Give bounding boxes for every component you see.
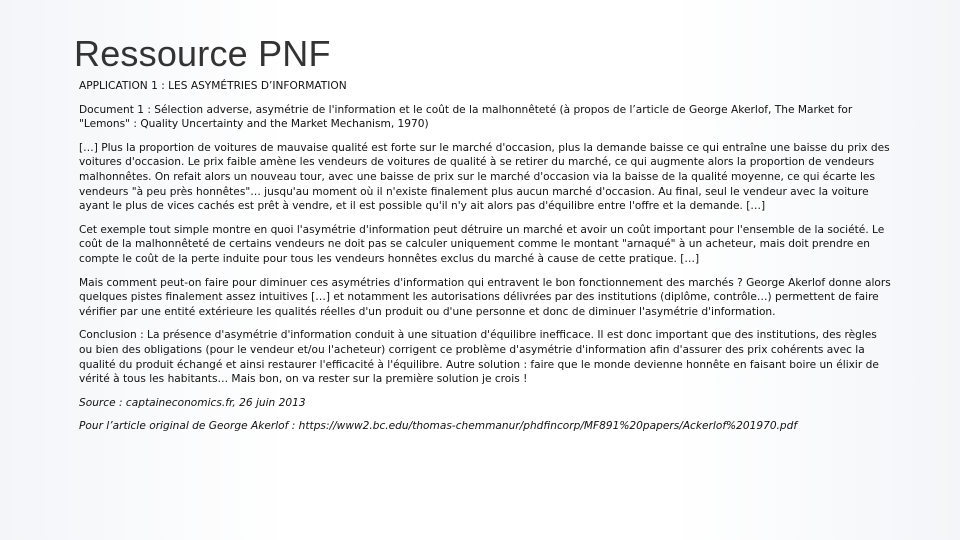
slide-content bbox=[79, 79, 891, 443]
article-link[interactable]: Pour l’article original de George Akerlof : https://www2.bc.edu/thomas-chemmanur/phdfincorp/MF891%20papers/Ackerlof%201970.pdf bbox=[79, 420, 798, 433]
document-heading: Document 1 : Sélection adverse, asymétrie de l'information et le coût de la malhonnêteté (à propos de l’article de George Akerlof, The Market for "Lemons" : Quality Uncertainty and the Market Mechanism, 1970) bbox=[79, 103, 853, 131]
slide-subtitle: APPLICATION 1 : LES ASYMÉTRIES D’INFORMATION bbox=[79, 80, 347, 92]
excerpt-paragraph: […] Plus la proportion de voitures de mauvaise qualité est forte sur le marché d'occasion, plus la demande baisse ce qui entraîne une baisse du prix des voitures d'occasion. Le prix faible amène les vendeurs de voitures de qualité à se retirer du marché, ce qui augmente alors la proportion de vendeurs malhonnêtes. On refait alors un nouveau tour, avec une baisse de prix sur le marché d'occasion via la baisse de la qualité moyenne, ce qui écarte les vendeurs "à peu près honnêtes"… jusqu'au moment où il n'existe finalement plus aucun marché d'occasion. Au final, seul le vendeur avec la voiture ayant le plus de vices cachés est prêt à vendre, et il est possible qu'il n'y ait alors pas d'équilibre entre l'offre et la demande. […] bbox=[79, 141, 890, 213]
conclusion-paragraph: Conclusion : La présence d'asymétrie d'information conduit à une situation d'équilibre inefficace. Il est donc important que des institutions, des règles ou bien des obligations (pour le vendeur et/ou l'acheteur) corrigent ce problème d'asymétrie d'information afin d'assurer des prix cohérents avec la qualité du produit échangé et ainsi restaurer l'efficacité à l'équilibre. Autre solution : faire que le monde devienne honnête en faisant boire un élixir de vérité à tous les habitants… Mais bon, on va rester sur la première solution je crois ! bbox=[79, 329, 879, 386]
slide-title: Ressource PNF bbox=[74, 33, 331, 74]
source-citation: Source : captaineconomics.fr, 26 juin 2013 bbox=[79, 396, 306, 409]
example-paragraph: Cet exemple tout simple montre en quoi l'asymétrie d'information peut détruire un marché et avoir un coût important pour l'ensemble de la société. Le coût de la malhonnêteté de certains vendeurs ne doit pas se calculer uniquement comme le montant "arnaqué" à un acheteur, mais doit prendre en compte le coût de la perte induite pour tous les vendeurs honnêtes exclus du marché à cause de cette pratique. […] bbox=[79, 223, 885, 265]
akerlof-paragraph: Mais comment peut-on faire pour diminuer ces asymétries d'information qui entravent le bon fonctionnement des marchés ? George Akerlof donne alors quelques pistes finalement assez intuitives […] et notamment les autorisations délivrées par des institutions (diplôme, contrôle…) permettent de faire vérifier par une entité extérieure les qualités réelles d'un produit ou d'une personne et donc de diminuer l'asymétrie d'information. bbox=[79, 276, 891, 318]
